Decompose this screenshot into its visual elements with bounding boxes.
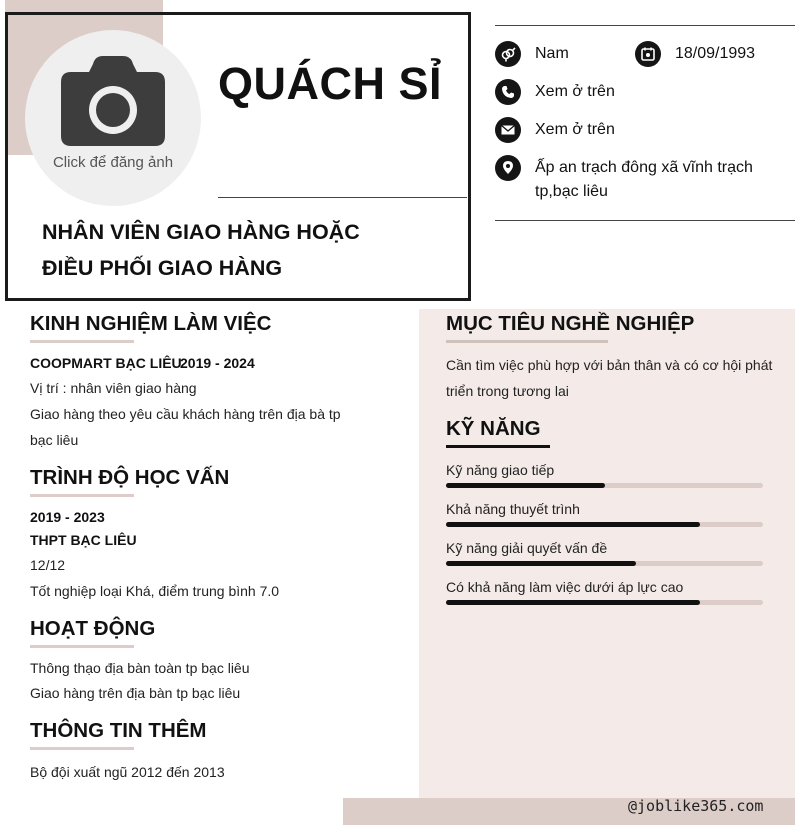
skill-label: Có khả năng làm việc dưới áp lực cao: [446, 579, 684, 595]
footer-watermark[interactable]: @joblike365.com: [628, 797, 764, 815]
address-value: [535, 156, 753, 204]
experience-desc-1: Giao hàng theo yêu cầu khách hàng trên địa bà tp: [30, 406, 341, 422]
more-info-underline: [30, 747, 134, 750]
skill-bar-fill: [446, 522, 700, 527]
more-info-line-1: Bộ đội xuất ngũ 2012 đến 2013: [30, 764, 225, 780]
calendar-icon: [635, 41, 661, 67]
camera-icon: [59, 54, 167, 148]
education-school: THPT BẠC LIÊU: [30, 532, 137, 548]
objective-line-2: triển trong tương lai: [446, 383, 569, 399]
phone-icon: [495, 79, 521, 105]
more-info-title: THÔNG TIN THÊM: [30, 719, 207, 742]
skill-label: Kỹ năng giao tiếp: [446, 462, 555, 478]
location-icon: [495, 155, 521, 181]
skill-track: [446, 561, 763, 566]
education-result: Tốt nghiệp loại Khá, điểm trung bình 7.0: [30, 583, 280, 599]
objective-underline: [446, 340, 608, 343]
contact-divider-top: [495, 25, 795, 26]
education-grade: 12/12: [30, 557, 66, 573]
skill-label: Kỹ năng giải quyết vấn đề: [446, 540, 608, 556]
skill-track: [446, 483, 763, 488]
skill-label: Khả năng thuyết trình: [446, 501, 580, 517]
experience-title: KINH NGHIỆM LÀM VIỆC: [30, 312, 272, 335]
contact-divider-bottom: [495, 220, 795, 221]
address-line-1: Ấp an trạch đông xã vĩnh trạch: [535, 159, 753, 176]
skill-bar-fill: [446, 600, 700, 605]
mail-icon: [495, 117, 521, 143]
experience-position: Vị trí : nhân viên giao hàng: [30, 380, 197, 396]
activities-line-1: Thông thạo địa bàn toàn tp bạc liêu: [30, 660, 250, 676]
education-underline: [30, 494, 134, 497]
name-divider: [218, 197, 467, 198]
skill-track: [446, 522, 763, 527]
experience-period: 2019 - 2024: [180, 355, 255, 371]
activities-title: HOẠT ĐỘNG: [30, 617, 156, 640]
skills-underline: [446, 445, 550, 448]
address-line-2: tp,bạc liêu: [535, 183, 608, 200]
candidate-name: QUÁCH SỈ: [218, 58, 443, 109]
skill-bar-fill: [446, 561, 636, 566]
objective-title: MỤC TIÊU NGHỀ NGHIỆP: [446, 312, 695, 335]
photo-caption: Click để đăng ảnh: [52, 154, 174, 171]
skill-bar-fill: [446, 483, 605, 488]
gender-value: Nam: [535, 45, 569, 62]
activities-line-2: Giao hàng trên địa bàn tp bạc liêu: [30, 685, 241, 701]
objective-line-1: Cần tìm việc phù hợp với bản thân và có cơ hội phát: [446, 357, 773, 373]
experience-underline: [30, 340, 134, 343]
education-title: TRÌNH ĐỘ HỌC VẤN: [30, 466, 230, 489]
phone-value: Xem ở trên: [535, 83, 615, 100]
activities-underline: [30, 645, 134, 648]
skill-track: [446, 600, 763, 605]
gender-icon: [495, 41, 521, 67]
experience-desc-2: bạc liêu: [30, 432, 79, 448]
birthday-value: 18/09/1993: [675, 45, 756, 62]
email-value: Xem ở trên: [535, 121, 615, 138]
experience-company: COOPMART BẠC LIÊU: [30, 355, 182, 371]
job-title-line-1: NHÂN VIÊN GIAO HÀNG HOẶC: [42, 220, 360, 244]
education-period: 2019 - 2023: [30, 509, 105, 525]
skills-title: KỸ NĂNG: [446, 417, 541, 440]
job-title: [42, 214, 442, 286]
profile-photo-upload[interactable]: [25, 30, 201, 206]
job-title-line-2: ĐIỀU PHỐI GIAO HÀNG: [42, 256, 283, 280]
